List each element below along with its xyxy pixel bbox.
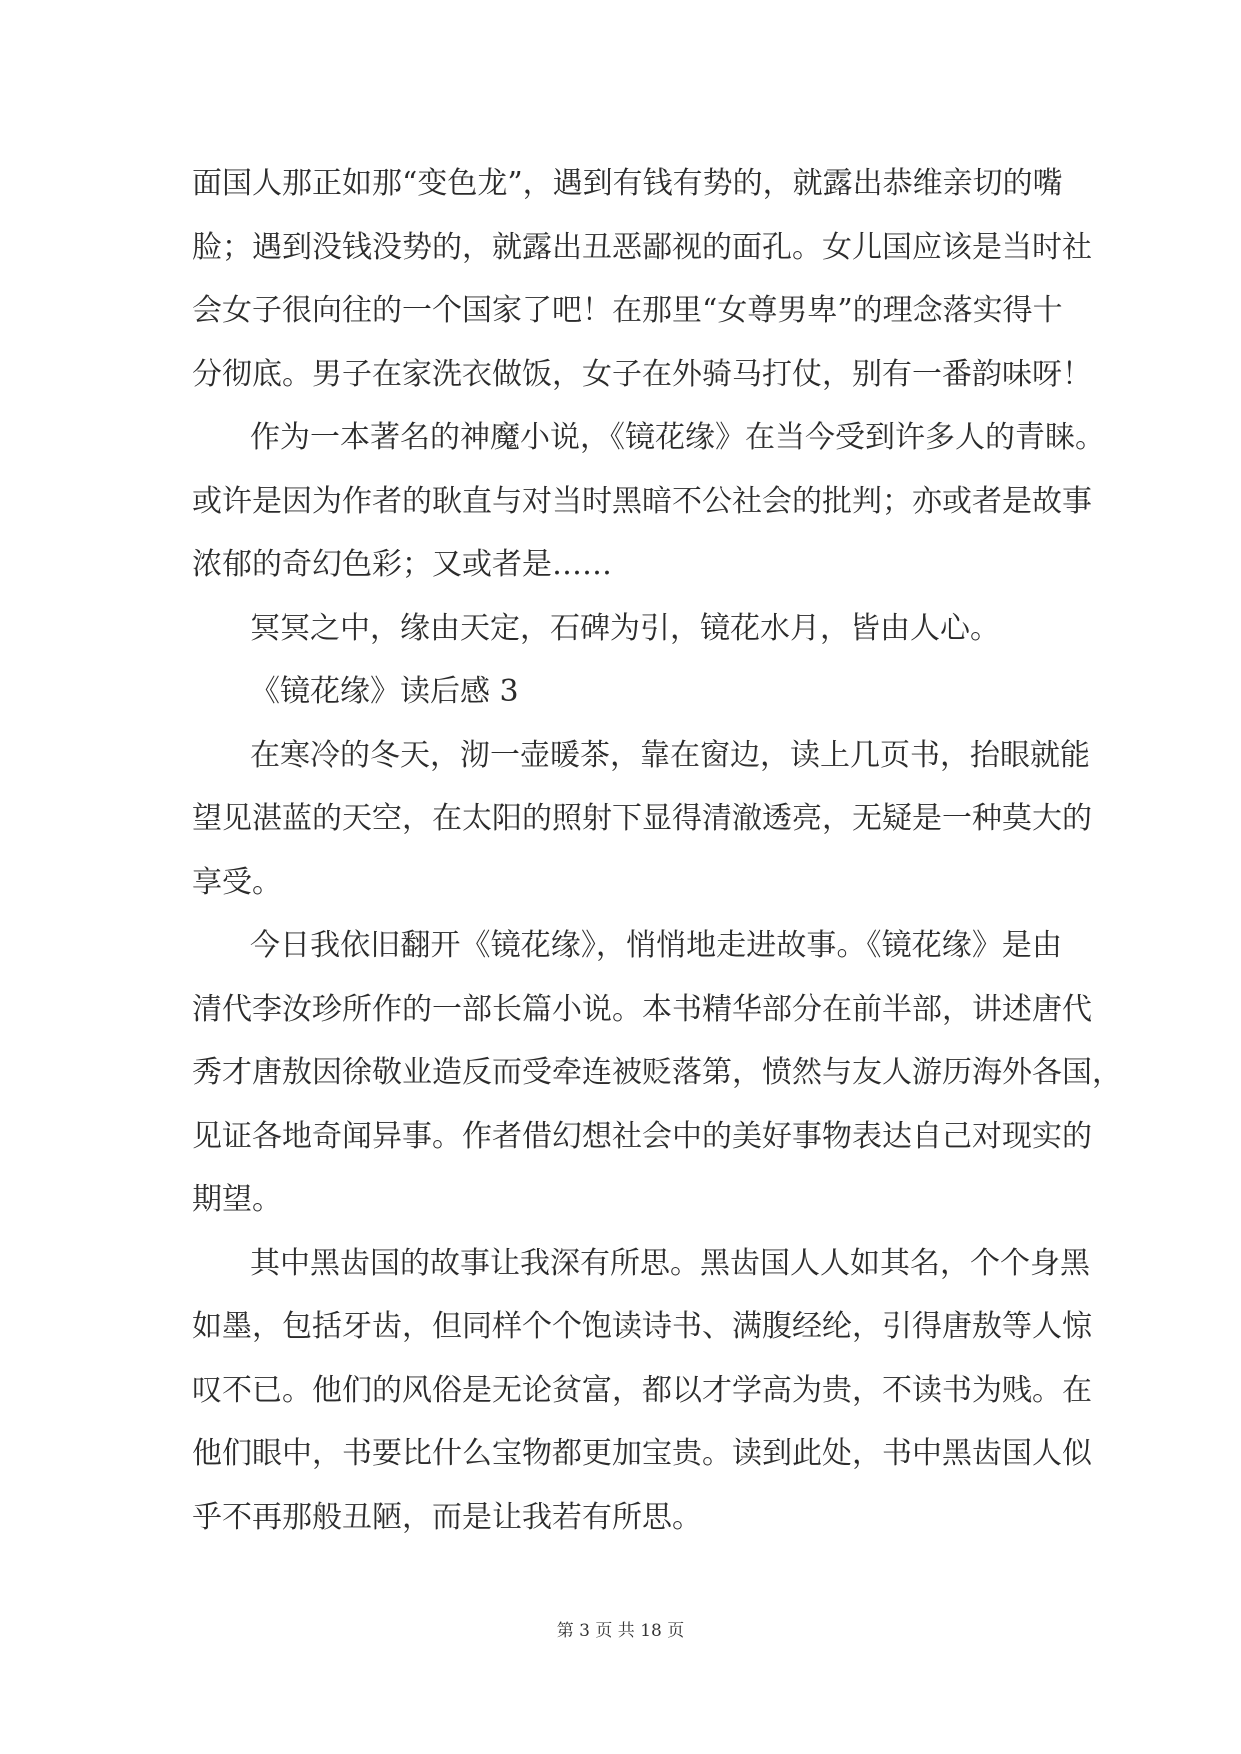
text-line: 秀才唐敖因徐敬业造反而受牵连被贬落第，愤然与友人游历海外各国， (192, 1055, 1122, 1090)
text-line: 面国人那正如那“变色龙”，遇到有钱有势的，就露出恭维亲切的嘴 (192, 166, 1063, 201)
text-line: 清代李汝珍所作的一部长篇小说。本书精华部分在前半部，讲述唐代 (192, 991, 1092, 1027)
text-line: 今日我依旧翻开《镜花缘》，悄悄地走进故事。《镜花缘》是由 (250, 928, 1062, 963)
text-line: 如墨，包括牙齿，但同样个个饱读诗书、满腹经纶，引得唐敖等人惊 (192, 1309, 1092, 1344)
text-line: 其中黑齿国的故事让我深有所思。黑齿国人人如其名，个个身黑 (250, 1245, 1090, 1281)
text-line: 见证各地奇闻异事。作者借幻想社会中的美好事物表达自己对现实的 (192, 1118, 1092, 1154)
text-line: 浓郁的奇幻色彩；又或者是…… (192, 547, 612, 582)
text-line: 享受。 (192, 864, 282, 900)
text-line: 叹不已。他们的风俗是无论贫富，都以才学高为贵，不读书为贱。在 (192, 1372, 1092, 1408)
text-line: 他们眼中，书要比什么宝物都更加宝贵。读到此处，书中黑齿国人似 (192, 1436, 1092, 1471)
text-line: 分彻底。男子在家洗衣做饭，女子在外骑马打仗，别有一番韵味呀！ (192, 356, 1092, 392)
page-footer: 第 3 页 共 18 页 (556, 1621, 685, 1641)
text-line: 冥冥之中，缘由天定，石碑为引，镜花水月，皆由人心。 (250, 610, 1000, 646)
text-line: 作为一本著名的神魔小说，《镜花缘》在当今受到许多人的青睐。 (250, 420, 1105, 455)
text-line: 或许是因为作者的耿直与对当时黑暗不公社会的批判；亦或者是故事 (192, 483, 1092, 519)
text-line: 期望。 (192, 1182, 282, 1217)
text-line: 在寒冷的冬天，沏一壶暖茶，靠在窗边，读上几页书，抬眼就能 (250, 737, 1090, 773)
text-line: 乎不再那般丑陋，而是让我若有所思。 (192, 1499, 702, 1535)
text-line: 《镜花缘》读后感 3 (250, 674, 519, 709)
text-line: 会女子很向往的一个国家了吧！在那里“女尊男卑”的理念落实得十 (192, 293, 1063, 328)
text-line: 脸；遇到没钱没势的，就露出丑恶鄙视的面孔。女儿国应该是当时社 (192, 229, 1092, 265)
text-line: 望见湛蓝的天空，在太阳的照射下显得清澈透亮，无疑是一种莫大的 (192, 801, 1092, 836)
document-body (192, 152, 1122, 1549)
